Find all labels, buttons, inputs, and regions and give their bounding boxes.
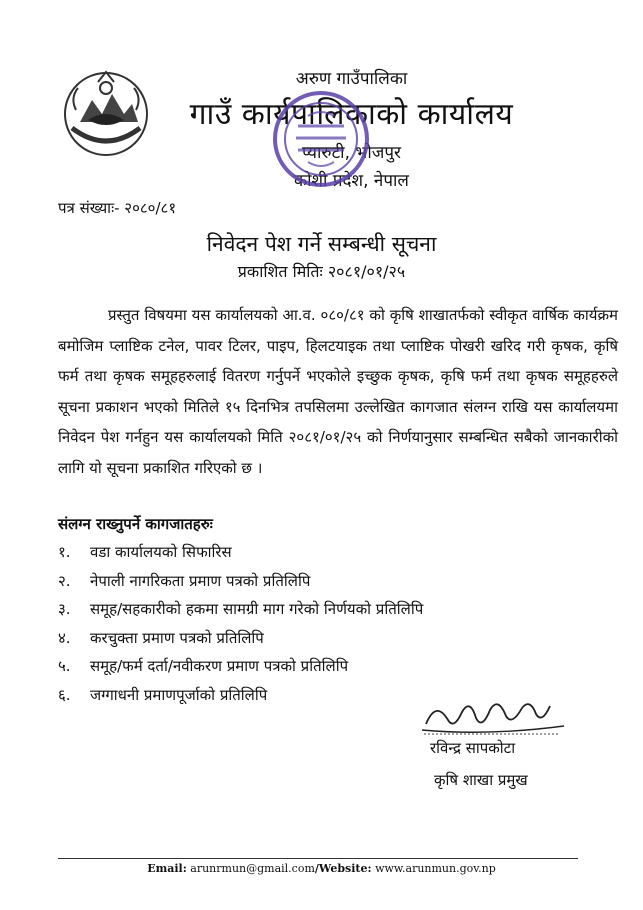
notice-title: निवेदन पेश गर्ने सम्बन्धी सूचना (206, 232, 437, 256)
office-province: कोशी प्रदेश, नेपाल (294, 171, 409, 191)
list-item (58, 624, 423, 653)
footer-contact (0, 862, 643, 875)
office-stamp (268, 86, 374, 192)
office-name: गाउँ कार्यपालिकाको कार्यालय (189, 97, 514, 132)
email-label: Email: (147, 862, 187, 875)
website-label: /Website: (314, 862, 372, 875)
item-number: ५. (58, 657, 71, 675)
item-text: करचुक्ता प्रमाण पत्रको प्रतिलिपि (90, 628, 264, 647)
item-text: समूह/फर्म दर्ता/नवीकरण प्रमाण पत्रको प्रतिलिपि (90, 657, 349, 675)
item-number: २. (58, 571, 71, 590)
item-number: १. (58, 543, 71, 561)
item-text: समूह/सहकारीको हकमा सामग्री माग गरेको निर्णयको प्रतिलिपि (90, 600, 424, 618)
website-link[interactable]: www.arunmun.gov.np (375, 862, 496, 875)
office-location: प्यारुटी, भोजपुर (302, 143, 401, 163)
list-item (58, 538, 423, 567)
list-item (58, 681, 423, 710)
attachments-heading: संलग्न राख्नुपर्ने कागजातहरुः (58, 515, 213, 533)
list-item (58, 652, 423, 681)
email-link[interactable]: arunrmun@gmail.com (190, 862, 315, 875)
list-item (58, 595, 423, 624)
published-date: प्रकाशित मितिः २०८१/०१/२५ (237, 262, 406, 281)
item-text: नेपाली नागरिकता प्रमाण पत्रको प्रतिलिपि (90, 571, 311, 590)
attachments-list (58, 538, 423, 709)
item-text: वडा कार्यालयको सिफारिस (90, 543, 232, 561)
notice-body: प्रस्तुत विषयमा यस कार्यालयको आ.व. ०८०/८१ को कृषि शाखातर्फको स्वीकृत वार्षिक कार्यक्रम बमोजिम प्लाष्टिक टनेल, पावर टिलर, पाइप, हिलटयाइक तथा प्लाष्टिक पोखरी खरिद गरी कृषक, कृषि फर्म तथा कृषक समूहहरुलाई वितरण गर्नुपर्ने भएकोले इच्छुक कृषक, कृषि फर्म तथा कृषक समूहहरुले सूचना प्रकाशन भएको मितिले १५ दिनभित्र तपसिलमा उल्लेखित कागजात संलग्न राखि यस कार्यालयमा निवेदन पेश गर्नहुन यस कार्यालयको मिति २०८१/०१/२५ को निर्णयानुसार सम्बन्धित सबैको जानकारीको लागि यो सूचना प्रकाशित गरिएको छ । (58, 306, 618, 477)
signer-title: कृषि शाखा प्रमुख (434, 771, 528, 789)
signer-name: रविन्द्र सापकोटा (430, 739, 516, 757)
item-number: ३. (58, 600, 71, 618)
reference-number: पत्र संख्याः- २०८०/८१ (58, 199, 177, 217)
item-number: ४. (58, 628, 71, 647)
list-item (58, 567, 423, 596)
municipality-name: अरुण गाउँपालिका (295, 69, 408, 89)
handwritten-signature (418, 690, 568, 738)
item-number: ६. (58, 685, 71, 704)
item-text: जग्गाधनी प्रमाणपूर्जाको प्रतिलिपि (90, 685, 268, 704)
footer-divider (58, 858, 578, 859)
